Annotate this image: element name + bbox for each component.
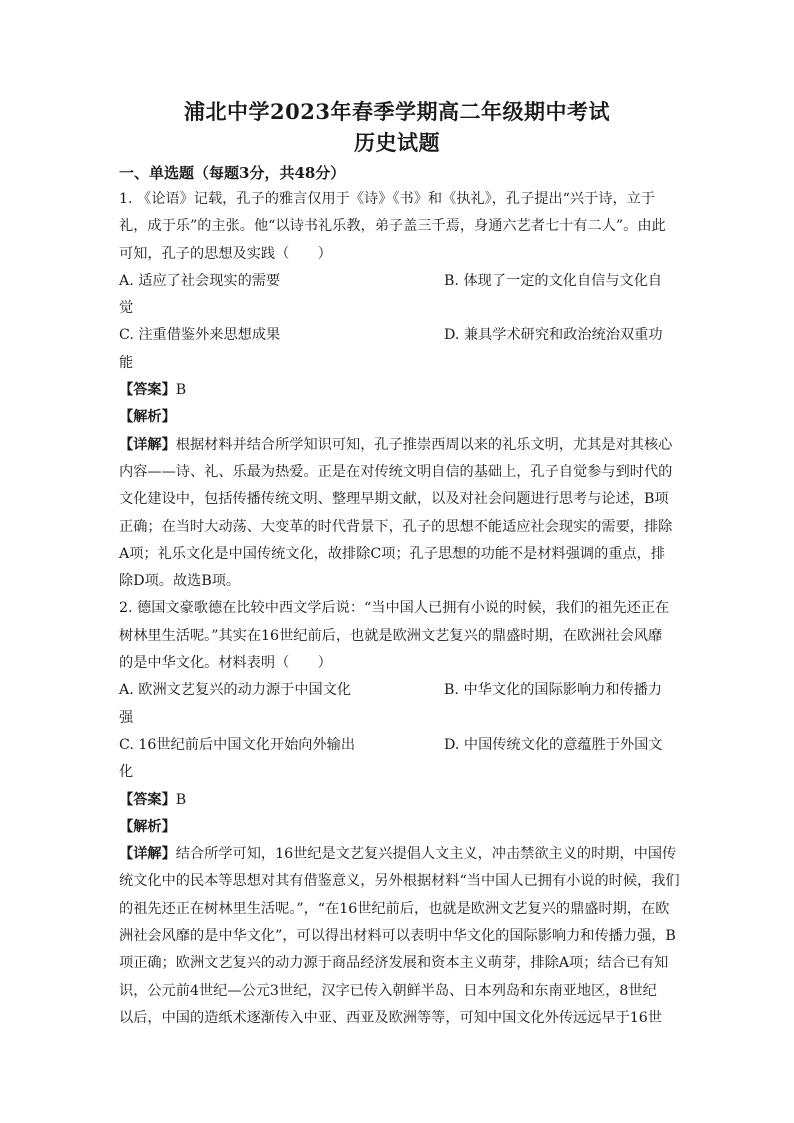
option-a: A. 适应了社会现实的需要 [119,272,281,289]
answer-tag: 【答案】 [119,382,176,399]
detail-line: 内容——诗、礼、乐最为热爱。正是在对传统文明自信的基础上，孔子自觉参与到时代的 [119,463,673,480]
detail-line: 除D项。故选B项。 [119,573,241,590]
questions [119,186,679,1032]
answer-line [119,377,679,404]
detail-line: 正确；在当时大动荡、大变革的时代背景下，孔子的思想不能适应社会现实的需要，排除 [119,518,673,535]
option-d-wrap: 能 [119,354,134,371]
detail-line [119,432,679,459]
option-d: D. 中国传统文化的意蕴胜于外国文 [444,736,663,753]
option-row [119,268,679,295]
detail-tag: 【详解】 [119,436,176,453]
option-d-wrap: 化 [119,764,134,781]
detail-line: 以后，中国的造纸术逐渐传入中亚、西亚及欧洲等等，可知中国文化外传远远早于16世 [119,1009,662,1026]
option-b-wrap: 强 [119,709,134,726]
option-c: C. 注重借鉴外来思想成果 [119,327,281,344]
detail-line: 项正确；欧洲文艺复兴的动力源于商品经济发展和资本主义萌芽，排除A项；结合已有知 [119,955,669,972]
answer-value: B [175,382,187,399]
detail-line: 文化建设中，包括传播传统文明、整理早期文献，以及对社会问题进行思考与论述，B项 [119,491,669,508]
option-d: D. 兼具学术研究和政治统治双重功 [444,327,663,344]
question-stem-line: 1. 《论语》记载，孔子的雅言仅用于《诗》《书》和《执礼》，孔子提出“兴于诗，立于 [119,191,656,207]
detail-text: 结合所学可知，16世纪是文艺复兴提倡人文主义，冲击禁欲主义的时期，中国传 [175,846,677,863]
option-row [119,322,679,349]
section-heading: 一、单选题（每题3分，共48分） [119,164,346,182]
question-stem-line: 礼，成于乐”的主张。他“以诗书礼乐教，弟子盖三千焉，身通六艺者七十有二人”。由此 [119,218,666,235]
answer-tag: 【答案】 [119,791,176,808]
option-b-wrap: 觉 [119,300,134,317]
detail-tag: 【详解】 [119,846,176,863]
question-stem-line: 2. 德国文豪歌德在比较中西文学后说：“当中国人已拥有小说的时候，我们的祖先还正在 [119,600,670,617]
question-2 [119,595,679,1032]
detail-line: 统文化中的民本等思想对其有借鉴意义，另外根据材料“当中国人已拥有小说的时候，我们 [119,873,680,890]
detail-line [119,841,679,868]
option-c: C. 16世纪前后中国文化开始向外输出 [119,736,356,753]
detail-line: 的祖先还正在树林里生活呢。”，“在16世纪前后，也就是欧洲文艺复兴的鼎盛时期，在欧 [119,900,670,917]
analysis-tag: 【解析】 [119,818,176,835]
option-row [119,732,679,759]
option-a: A. 欧洲文艺复兴的动力源于中国文化 [119,682,352,699]
answer-line [119,787,679,814]
question-stem-line: 树林里生活呢。”其实在16世纪前后，也就是欧洲文艺复兴的鼎盛时期，在欧洲社会风靡 [119,627,663,644]
detail-line: 识，公元前4世纪—公元3世纪，汉字已传入朝鲜半岛、日本列岛和东南亚地区，8世纪 [119,982,657,999]
option-b: B. 体现了一定的文化自信与文化自 [444,272,663,289]
analysis-tag: 【解析】 [119,409,176,426]
exam-title: 浦北中学2023年春季学期高二年级期中考试 [184,99,610,124]
exam-subtitle: 历史试题 [354,130,440,155]
question-stem-line: 可知，孔子的思想及实践（ ） [119,245,332,262]
question-stem-line: 的是中华文化。材料表明（ ） [119,655,332,672]
detail-text: 根据材料并结合所学知识可知，孔子推崇西周以来的礼乐文明，尤其是对其核心 [175,436,673,453]
option-b: B. 中华文化的国际影响力和传播力 [444,682,663,699]
detail-line: 洲社会风靡的是中华文化”，可以得出材料可以表明中华文化的国际影响力和传播力强，B [119,928,676,945]
answer-value: B [175,791,187,808]
option-row [119,677,679,704]
detail-line: A项；礼乐文化是中国传统文化，故排除C项；孔子思想的功能不是材料强调的重点，排 [119,545,666,562]
question-1 [119,186,679,595]
